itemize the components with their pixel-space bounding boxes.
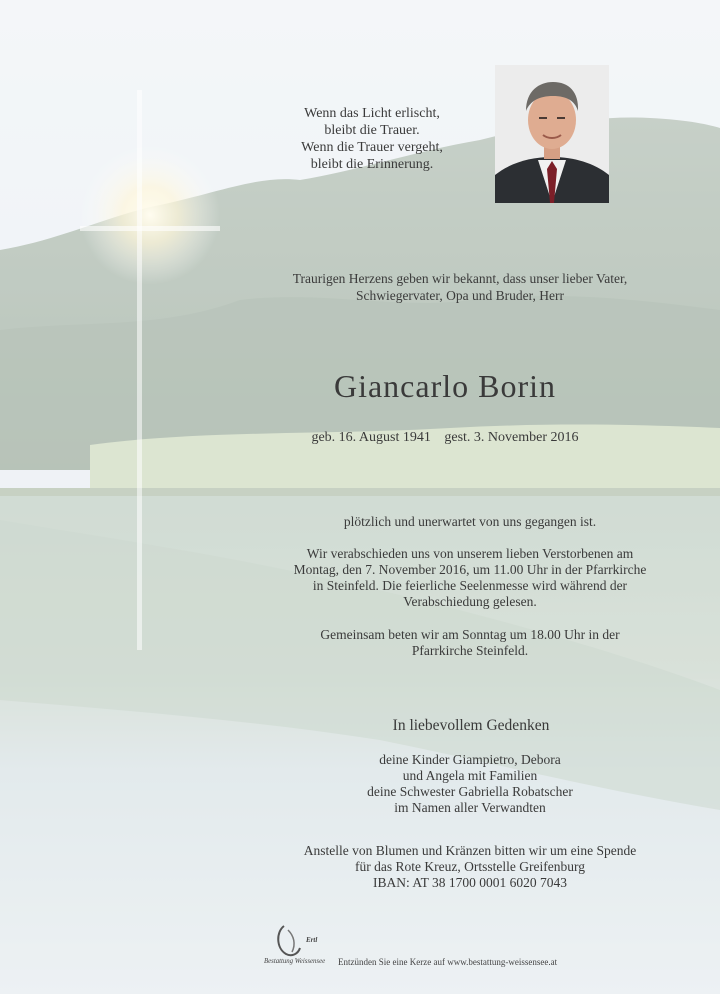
donation-request (230, 843, 710, 891)
mourner-line: und Angela mit Familien (402, 768, 538, 783)
farewell-line: Montag, den 7. November 2016, um 11.00 Uhr in der Pfarrkirche (293, 562, 647, 577)
life-dates (240, 430, 650, 446)
intro-line: Traurigen Herzens geben wir bekannt, dass unser lieber Vater, (292, 271, 628, 286)
poem (250, 105, 494, 173)
mourners-list (230, 752, 710, 816)
passing-line: plötzlich und unerwartet von uns gegangen ist. (343, 514, 597, 529)
logo-top-text: Ertl (306, 936, 318, 944)
mourner-line: deine Schwester Gabriella Robatscher (367, 784, 573, 799)
website-tagline: Entzünden Sie eine Kerze auf www.bestattung-weissensee.at (338, 957, 558, 967)
poem-line: Wenn die Trauer vergeht, (301, 140, 443, 155)
prayer-line: Gemeinsam beten wir am Sonntag um 18.00 Uhr in der (320, 627, 620, 642)
farewell-line: Wir verabschieden uns von unserem lieben Verstorbenen am (306, 546, 634, 561)
farewell-line: Verabschiedung gelesen. (403, 594, 537, 609)
funeral-home-logo (262, 922, 334, 966)
donation-line: IBAN: AT 38 1700 0001 6020 7043 (372, 875, 567, 890)
mourner-line: im Namen aller Verwandten (394, 800, 546, 815)
prayer-line: Pfarrkirche Steinfeld. (411, 643, 529, 658)
poem-line: Wenn das Licht erlischt, (304, 106, 440, 121)
farewell-line: in Steinfeld. Die feierliche Seelenmesse wird während der (312, 578, 628, 593)
mourner-line: deine Kinder Giampietro, Debora (379, 752, 561, 767)
poem-line: bleibt die Trauer. (324, 123, 420, 138)
donation-line: Anstelle von Blumen und Kränzen bitten wir um eine Spende (303, 843, 637, 858)
remembrance-title: In liebevollem Gedenken (392, 717, 550, 734)
farewell-text (230, 546, 710, 610)
footer (262, 922, 602, 966)
passing-text (230, 514, 710, 530)
portrait-photo (495, 65, 609, 203)
deceased-name: Giancarlo Borin (333, 368, 557, 404)
announcement-intro (230, 270, 690, 304)
prayer-text (230, 627, 710, 659)
intro-line: Schwiegervater, Opa und Bruder, Herr (355, 288, 565, 303)
birth-date: geb. 16. August 1941 (311, 430, 431, 445)
logo-bottom-text: Bestattung Weissensee (264, 958, 326, 965)
death-date: gest. 3. November 2016 (444, 430, 579, 445)
donation-line: für das Rote Kreuz, Ortsstelle Greifenburg (355, 859, 585, 874)
poem-line: bleibt die Erinnerung. (310, 157, 434, 172)
